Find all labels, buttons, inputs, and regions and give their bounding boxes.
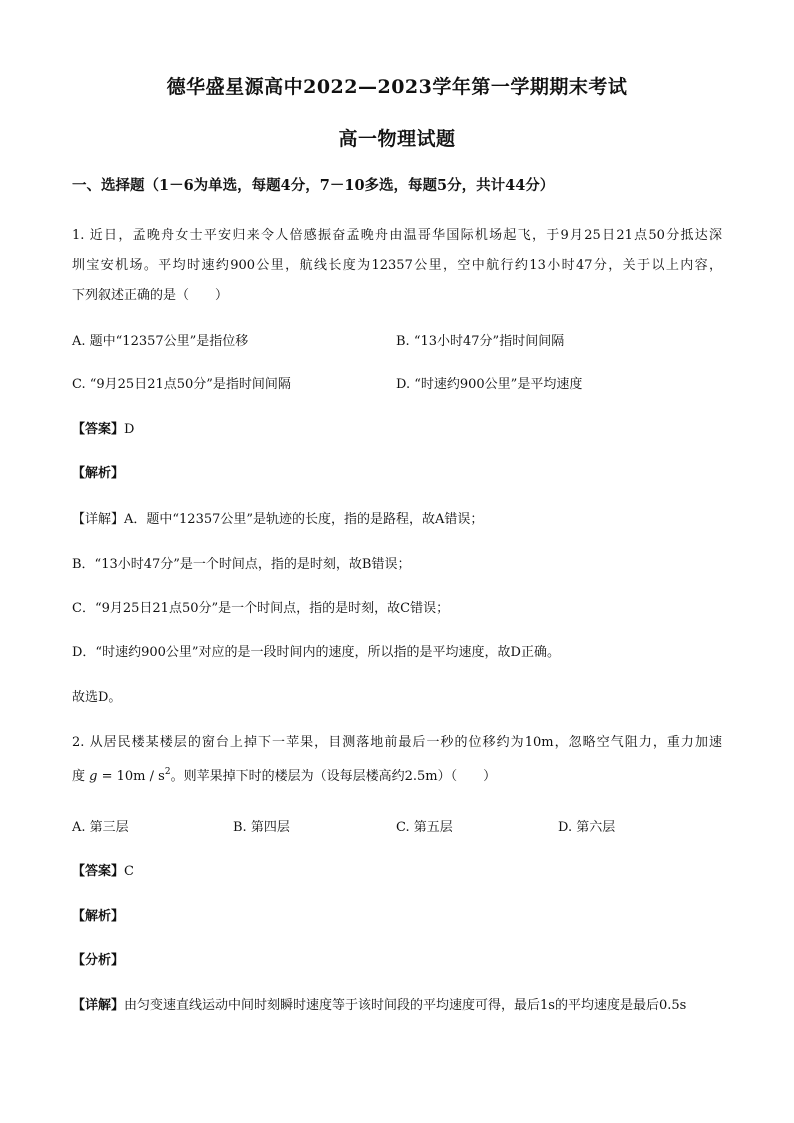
- answer-value: C: [124, 864, 134, 879]
- q1-detail-line1: 【详解】A．题中“12357公里”是轨迹的长度，指的是路程，故A错误；: [72, 512, 484, 527]
- detail-text: 由匀变速直线运动中间时刻瞬时速度等于该时间段的平均速度可得，最后1s的平均速度是最后0.5s: [124, 998, 687, 1013]
- q1-conclusion: 故选D。: [72, 690, 122, 705]
- q2-stem-suffix: 。则苹果掉下时的楼层为（设每层楼高约2.5m）（ ）: [170, 769, 497, 784]
- q1-detail-line3: C．“9月25日21点50分”是一个时间点，指的是时刻，故C错误；: [72, 601, 450, 616]
- q2-fenxi-label: 【分析】: [72, 953, 125, 968]
- q1-option-a: A. 题中“12357公里”是指位移: [72, 334, 249, 349]
- q2-stem-prefix: 度: [72, 769, 86, 784]
- q2-option-b: B. 第四层: [233, 820, 290, 835]
- q1-option-d: D. “时速约900公里”是平均速度: [396, 377, 583, 392]
- section-heading: 一、选择题（1－6为单选，每题4分，7－10多选，每题5分，共计44分）: [72, 177, 555, 194]
- formula-g: g: [89, 769, 98, 784]
- exam-title: 德华盛星源高中2022—2023学年第一学期期末考试: [166, 76, 628, 98]
- q1-detail-line2: B．“13小时47分”是一个时间点，指的是时刻，故B错误；: [72, 557, 411, 572]
- q1-detail-line4: D．“时速约900公里”对应的是一段时间内的速度，所以指的是平均速度，故D正确。: [72, 645, 560, 660]
- q1-answer: [72, 418, 134, 437]
- answer-label: 【答案】: [72, 864, 125, 879]
- q2-option-d: D. 第六层: [558, 820, 616, 835]
- q2-detail-line1: [72, 994, 686, 1013]
- q2-answer: [72, 860, 134, 879]
- q2-stem-line1: 2. 从居民楼某楼层的窗台上掉下一苹果，目测落地前最后一秒的位移约为10m，忽略空气阻力，重力加速: [72, 735, 722, 750]
- q1-analysis-label: 【解析】: [72, 466, 125, 481]
- q2-analysis-label: 【解析】: [72, 909, 125, 924]
- q1-stem-line1: 1. 近日，孟晚舟女士平安归来令人倍感振奋孟晚舟由温哥华国际机场起飞，于9月25日21点50分抵达深: [72, 228, 722, 243]
- answer-label: 【答案】: [72, 422, 125, 437]
- formula-exponent: 2: [164, 767, 171, 777]
- q2-option-a: A. 第三层: [72, 820, 129, 835]
- q1-option-b: B. “13小时47分”指时间间隔: [396, 334, 565, 349]
- q1-stem-line2: 圳宝安机场。平均时速约900公里，航线长度为12357公里，空中航行约13小时47分，关于以上内容，: [72, 258, 722, 273]
- q2-option-c: C. 第五层: [396, 820, 453, 835]
- formula-eq: = 10m / s: [97, 769, 165, 784]
- q2-stem-line2: [72, 765, 496, 784]
- q1-stem-line3: 下列叙述正确的是（ ）: [72, 288, 229, 303]
- exam-subtitle: 高一物理试题: [338, 128, 456, 150]
- answer-value: D: [124, 422, 135, 437]
- q1-option-c: C. “9月25日21点50分”是指时间间隔: [72, 377, 291, 392]
- detail-label: 【详解】: [72, 998, 125, 1013]
